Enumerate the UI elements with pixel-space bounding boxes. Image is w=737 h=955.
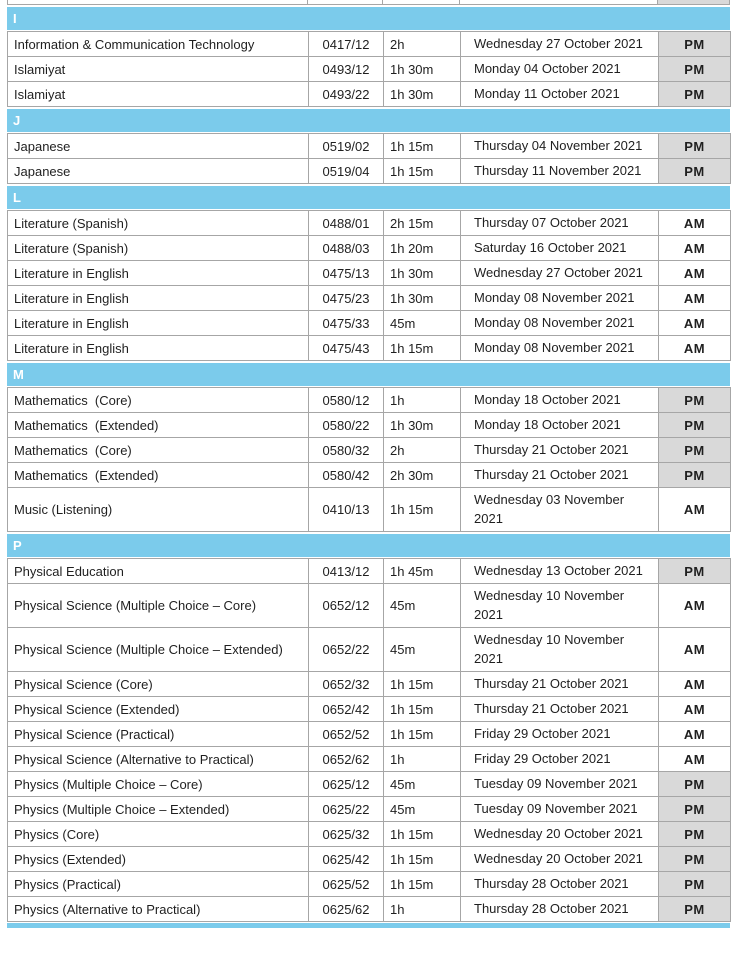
subject-cell: Physical Education <box>8 559 309 584</box>
session-cell: AM <box>659 722 731 747</box>
date-cell <box>461 488 659 532</box>
subject-cell: Literature in English <box>8 311 309 336</box>
table-row <box>8 847 731 872</box>
date-cell <box>461 211 659 236</box>
date-text: Wednesday 27 October 2021 <box>474 35 643 51</box>
subject-cell: Physical Science (Practical) <box>8 722 309 747</box>
date-cell <box>461 413 659 438</box>
date-cell <box>461 134 659 159</box>
duration-cell: 1h 15m <box>384 722 461 747</box>
table-row <box>8 311 731 336</box>
duration-cell: 1h 15m <box>384 872 461 897</box>
session-cell: PM <box>659 413 731 438</box>
duration-cell: 45m <box>384 772 461 797</box>
table-row <box>8 797 731 822</box>
session-cell: PM <box>659 388 731 413</box>
subject-cell: Literature in English <box>8 286 309 311</box>
session-cell: AM <box>659 286 731 311</box>
table-row <box>8 488 731 532</box>
duration-cell: 45m <box>384 311 461 336</box>
session-cell: PM <box>659 772 731 797</box>
date-text: Monday 08 November 2021 <box>474 339 635 355</box>
cut-off-row-cell <box>7 0 308 4</box>
session-cell: PM <box>659 559 731 584</box>
date-cell <box>461 722 659 747</box>
cut-off-row-cell <box>658 0 730 4</box>
date-cell <box>461 797 659 822</box>
date-cell <box>461 822 659 847</box>
subject-cell: Physics (Extended) <box>8 847 309 872</box>
date-text: Thursday 28 October 2021 <box>474 875 629 891</box>
duration-cell: 1h 15m <box>384 847 461 872</box>
date-text: Wednesday 20 October 2021 <box>474 850 643 866</box>
date-cell <box>461 772 659 797</box>
date-cell <box>461 438 659 463</box>
table-row <box>8 559 731 584</box>
session-cell: PM <box>659 897 731 922</box>
syllabus-code-cell: 0580/12 <box>309 388 384 413</box>
date-cell <box>461 388 659 413</box>
subject-cell: Music (Listening) <box>8 488 309 532</box>
date-text: Monday 08 November 2021 <box>474 314 635 330</box>
duration-cell: 1h <box>384 897 461 922</box>
syllabus-code-cell: 0625/22 <box>309 797 384 822</box>
session-cell: AM <box>659 261 731 286</box>
date-cell <box>461 847 659 872</box>
syllabus-code-cell: 0580/32 <box>309 438 384 463</box>
duration-cell: 1h 30m <box>384 57 461 82</box>
subject-cell: Physical Science (Extended) <box>8 697 309 722</box>
subject-cell: Mathematics (Core) <box>8 388 309 413</box>
date-cell <box>461 463 659 488</box>
syllabus-code-cell: 0652/12 <box>309 584 384 628</box>
date-text: Wednesday 03 November 2021 <box>474 492 625 526</box>
subject-cell: Mathematics (Extended) <box>8 413 309 438</box>
duration-cell: 1h <box>384 747 461 772</box>
subject-cell: Physics (Practical) <box>8 872 309 897</box>
session-cell: PM <box>659 797 731 822</box>
session-cell: PM <box>659 438 731 463</box>
subject-cell: Physical Science (Alternative to Practical) <box>8 747 309 772</box>
session-cell: AM <box>659 747 731 772</box>
session-cell: AM <box>659 211 731 236</box>
duration-cell: 1h 15m <box>384 159 461 184</box>
syllabus-code-cell: 0488/01 <box>309 211 384 236</box>
date-cell <box>461 697 659 722</box>
date-text: Wednesday 20 October 2021 <box>474 825 643 841</box>
date-cell <box>461 286 659 311</box>
table-row <box>8 897 731 922</box>
table-row <box>8 388 731 413</box>
duration-cell: 2h <box>384 438 461 463</box>
session-cell: AM <box>659 336 731 361</box>
section-table-i <box>7 31 731 107</box>
date-cell <box>461 32 659 57</box>
duration-cell: 2h 15m <box>384 211 461 236</box>
subject-cell: Literature (Spanish) <box>8 236 309 261</box>
table-row <box>8 872 731 897</box>
duration-cell: 1h 15m <box>384 822 461 847</box>
session-cell: AM <box>659 584 731 628</box>
date-text: Thursday 11 November 2021 <box>474 162 642 178</box>
syllabus-code-cell: 0652/42 <box>309 697 384 722</box>
syllabus-code-cell: 0519/02 <box>309 134 384 159</box>
section-letter: I <box>13 11 17 26</box>
table-row <box>8 413 731 438</box>
syllabus-code-cell: 0625/62 <box>309 897 384 922</box>
date-text: Saturday 16 October 2021 <box>474 239 627 255</box>
section-header-j <box>7 109 730 132</box>
cut-off-section-bar-bottom <box>7 923 730 928</box>
table-row <box>8 32 731 57</box>
subject-cell: Islamiyat <box>8 57 309 82</box>
cut-off-row-cell <box>460 0 658 4</box>
syllabus-code-cell: 0475/43 <box>309 336 384 361</box>
table-row <box>8 261 731 286</box>
date-cell <box>461 559 659 584</box>
duration-cell: 1h 30m <box>384 413 461 438</box>
subject-cell: Mathematics (Core) <box>8 438 309 463</box>
table-row <box>8 159 731 184</box>
section-letter: L <box>13 190 21 205</box>
subject-cell: Physics (Multiple Choice – Core) <box>8 772 309 797</box>
table-row <box>8 134 731 159</box>
session-cell: PM <box>659 159 731 184</box>
date-text: Tuesday 09 November 2021 <box>474 775 638 791</box>
date-text: Thursday 28 October 2021 <box>474 900 629 916</box>
section-header-m <box>7 363 730 386</box>
syllabus-code-cell: 0652/52 <box>309 722 384 747</box>
date-text: Thursday 21 October 2021 <box>474 675 629 691</box>
section-header-p <box>7 534 730 557</box>
duration-cell: 1h 45m <box>384 559 461 584</box>
table-row <box>8 82 731 107</box>
date-text: Monday 11 October 2021 <box>474 85 620 101</box>
date-cell <box>461 261 659 286</box>
date-text: Monday 18 October 2021 <box>474 391 621 407</box>
subject-cell: Physical Science (Core) <box>8 672 309 697</box>
table-row <box>8 463 731 488</box>
table-row <box>8 772 731 797</box>
duration-cell: 1h 15m <box>384 672 461 697</box>
session-cell: PM <box>659 847 731 872</box>
subject-cell: Japanese <box>8 159 309 184</box>
table-row <box>8 57 731 82</box>
syllabus-code-cell: 0519/04 <box>309 159 384 184</box>
date-cell <box>461 311 659 336</box>
date-cell <box>461 628 659 672</box>
date-cell <box>461 236 659 261</box>
subject-cell: Physics (Core) <box>8 822 309 847</box>
syllabus-code-cell: 0652/22 <box>309 628 384 672</box>
session-cell: PM <box>659 822 731 847</box>
session-cell: PM <box>659 872 731 897</box>
table-row <box>8 584 731 628</box>
date-text: Thursday 07 October 2021 <box>474 214 629 230</box>
duration-cell: 45m <box>384 628 461 672</box>
date-text: Monday 18 October 2021 <box>474 416 621 432</box>
session-cell: AM <box>659 488 731 532</box>
session-cell: AM <box>659 236 731 261</box>
duration-cell: 1h <box>384 388 461 413</box>
date-cell <box>461 336 659 361</box>
date-text: Monday 08 November 2021 <box>474 289 635 305</box>
syllabus-code-cell: 0652/62 <box>309 747 384 772</box>
table-row <box>8 236 731 261</box>
duration-cell: 1h 30m <box>384 82 461 107</box>
duration-cell: 2h <box>384 32 461 57</box>
syllabus-code-cell: 0475/33 <box>309 311 384 336</box>
syllabus-code-cell: 0493/22 <box>309 82 384 107</box>
date-text: Monday 04 October 2021 <box>474 60 621 76</box>
session-cell: PM <box>659 57 731 82</box>
date-cell <box>461 584 659 628</box>
section-table-m <box>7 387 731 532</box>
syllabus-code-cell: 0625/32 <box>309 822 384 847</box>
syllabus-code-cell: 0625/52 <box>309 872 384 897</box>
date-cell <box>461 872 659 897</box>
date-text: Friday 29 October 2021 <box>474 750 611 766</box>
table-row <box>8 747 731 772</box>
duration-cell: 1h 20m <box>384 236 461 261</box>
date-text: Friday 29 October 2021 <box>474 725 611 741</box>
section-table-p <box>7 558 731 922</box>
syllabus-code-cell: 0417/12 <box>309 32 384 57</box>
section-letter: J <box>13 113 21 128</box>
session-cell: AM <box>659 311 731 336</box>
date-cell <box>461 82 659 107</box>
session-cell: PM <box>659 32 731 57</box>
timetable-sections <box>7 7 730 922</box>
syllabus-code-cell: 0413/12 <box>309 559 384 584</box>
subject-cell: Islamiyat <box>8 82 309 107</box>
subject-cell: Physical Science (Multiple Choice – Extended) <box>8 628 309 672</box>
subject-cell: Physical Science (Multiple Choice – Core) <box>8 584 309 628</box>
table-row <box>8 211 731 236</box>
table-row <box>8 336 731 361</box>
syllabus-code-cell: 0475/13 <box>309 261 384 286</box>
syllabus-code-cell: 0625/12 <box>309 772 384 797</box>
session-cell: PM <box>659 463 731 488</box>
subject-cell: Physics (Multiple Choice – Extended) <box>8 797 309 822</box>
duration-cell: 1h 30m <box>384 261 461 286</box>
table-row <box>8 438 731 463</box>
table-row <box>8 628 731 672</box>
duration-cell: 1h 15m <box>384 697 461 722</box>
duration-cell: 45m <box>384 797 461 822</box>
syllabus-code-cell: 0625/42 <box>309 847 384 872</box>
date-text: Thursday 04 November 2021 <box>474 137 643 153</box>
subject-cell: Literature in English <box>8 336 309 361</box>
session-cell: AM <box>659 672 731 697</box>
subject-cell: Japanese <box>8 134 309 159</box>
section-letter: M <box>13 367 24 382</box>
duration-cell: 1h 15m <box>384 336 461 361</box>
duration-cell: 1h 15m <box>384 134 461 159</box>
duration-cell: 45m <box>384 584 461 628</box>
subject-cell: Mathematics (Extended) <box>8 463 309 488</box>
date-text: Wednesday 10 November 2021 <box>474 588 625 622</box>
exam-timetable <box>7 0 730 928</box>
duration-cell: 1h 30m <box>384 286 461 311</box>
date-cell <box>461 897 659 922</box>
date-cell <box>461 57 659 82</box>
syllabus-code-cell: 0652/32 <box>309 672 384 697</box>
section-table-j <box>7 133 731 184</box>
date-text: Wednesday 10 November 2021 <box>474 632 625 666</box>
date-cell <box>461 159 659 184</box>
date-cell <box>461 672 659 697</box>
cut-off-row-top <box>7 0 730 5</box>
subject-cell: Physics (Alternative to Practical) <box>8 897 309 922</box>
syllabus-code-cell: 0410/13 <box>309 488 384 532</box>
section-header-i <box>7 7 730 30</box>
duration-cell: 1h 15m <box>384 488 461 532</box>
table-row <box>8 672 731 697</box>
section-header-l <box>7 186 730 209</box>
section-letter: P <box>13 538 22 553</box>
section-table-l <box>7 210 731 361</box>
cut-off-row-cell <box>383 0 460 4</box>
date-text: Thursday 21 October 2021 <box>474 466 629 482</box>
date-text: Thursday 21 October 2021 <box>474 700 629 716</box>
session-cell: PM <box>659 134 731 159</box>
table-row <box>8 286 731 311</box>
subject-cell: Information & Communication Technology <box>8 32 309 57</box>
subject-cell: Literature (Spanish) <box>8 211 309 236</box>
syllabus-code-cell: 0493/12 <box>309 57 384 82</box>
cut-off-row-cell <box>308 0 383 4</box>
table-row <box>8 722 731 747</box>
date-text: Thursday 21 October 2021 <box>474 441 629 457</box>
syllabus-code-cell: 0488/03 <box>309 236 384 261</box>
session-cell: PM <box>659 82 731 107</box>
date-text: Tuesday 09 November 2021 <box>474 800 638 816</box>
date-text: Wednesday 13 October 2021 <box>474 562 643 578</box>
syllabus-code-cell: 0580/22 <box>309 413 384 438</box>
date-text: Wednesday 27 October 2021 <box>474 264 643 280</box>
syllabus-code-cell: 0475/23 <box>309 286 384 311</box>
syllabus-code-cell: 0580/42 <box>309 463 384 488</box>
table-row <box>8 822 731 847</box>
session-cell: AM <box>659 697 731 722</box>
table-row <box>8 697 731 722</box>
subject-cell: Literature in English <box>8 261 309 286</box>
session-cell: AM <box>659 628 731 672</box>
duration-cell: 2h 30m <box>384 463 461 488</box>
date-cell <box>461 747 659 772</box>
